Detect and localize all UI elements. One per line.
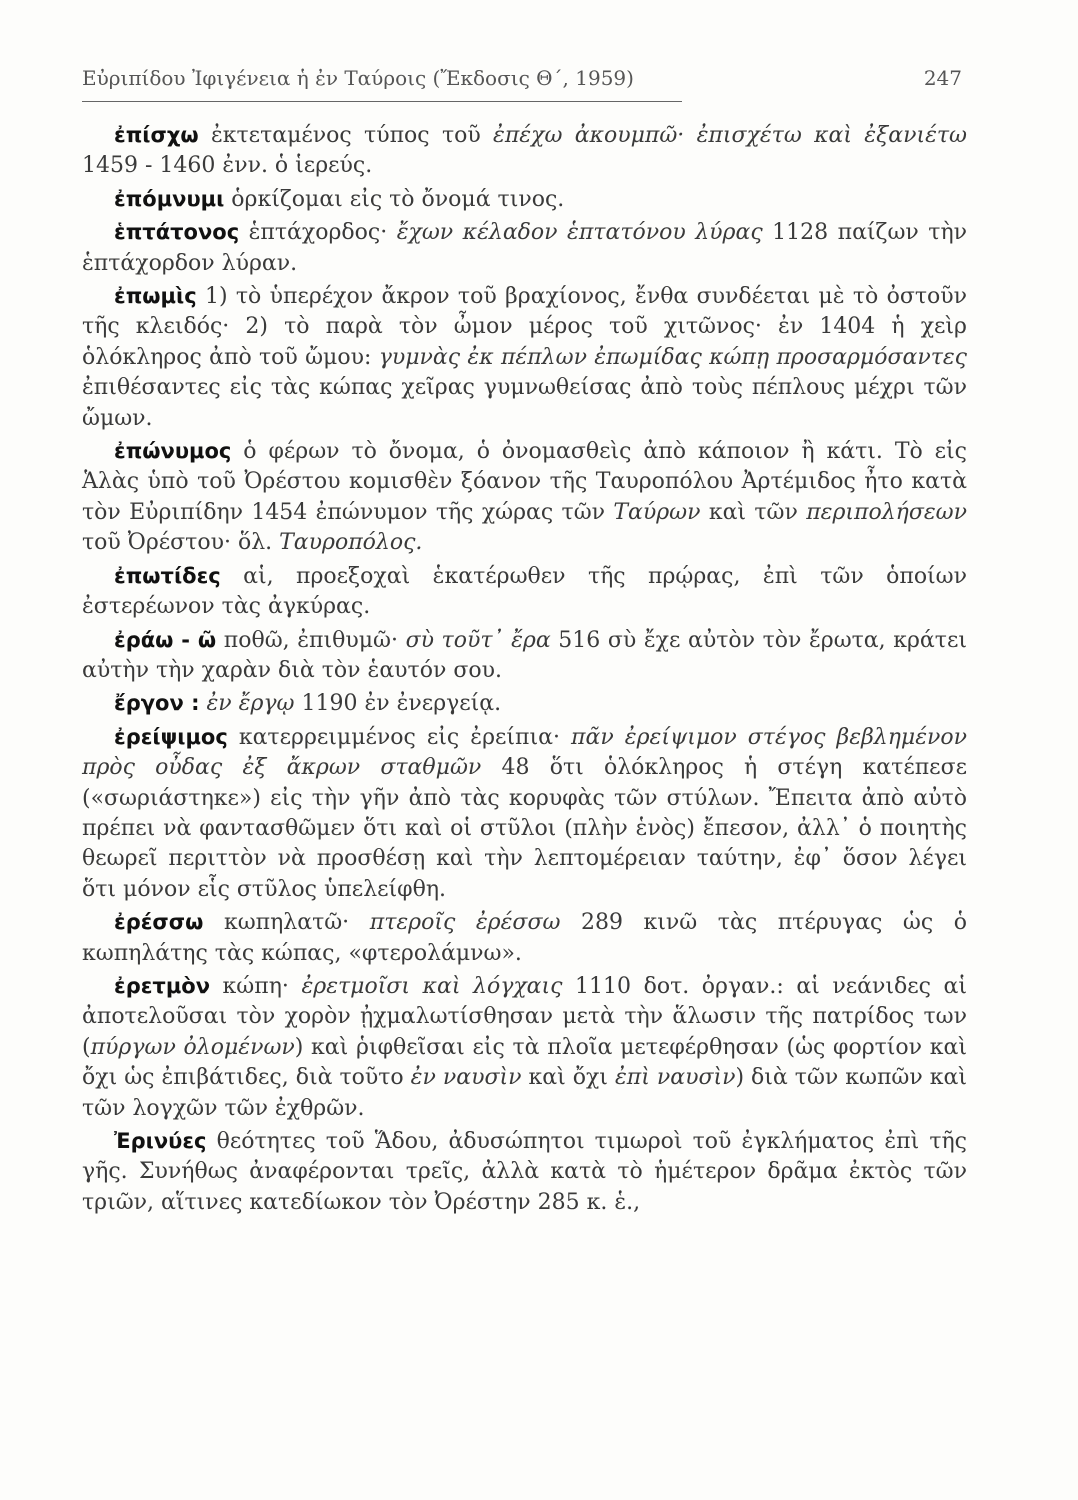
definition-text: ) διὰ τῶν κωπῶν καὶ τῶν λογχῶν τῶν ἐχθρῶν. — [82, 1065, 967, 1121]
definition-text: 1) τὸ ὑπερέχον ἄκρον τοῦ βραχίονος, ἔνθα συνδέεται μὲ τὸ ὀστοῦν τῆς κλειδός· 2) τὸ παρὰ τὸν ὦμον μέρος τοῦ χιτῶνος· ἐν 1404 ἡ χεὶρ ὁλόκληρος ἀπὸ τοῦ ὤμου: — [82, 284, 967, 370]
quotation-text: ἐρετμοῖσι καὶ λόγχαις — [301, 973, 563, 999]
headword: ἐπίσχω — [114, 123, 199, 147]
definition-text: ἐκτεταμένος τύπος τοῦ — [198, 123, 494, 148]
definition-text: 516 σὺ ἔχε αὐτὸν τὸν ἔρωτα, κράτει αὐτὴν τὴν χαρὰν διὰ τὸν ἑαυτόν σου. — [82, 627, 967, 683]
running-title: Εὐριπίδου Ἰφιγένεια ἡ ἐν Ταύροις (Ἔκδοσις Θ΄, 1959) — [82, 66, 634, 90]
quotation-text: πᾶν ἐρείψιμον στέγος βεβλημένον πρὸς οὖδας ἐξ ἄκρων σταθμῶν — [82, 724, 968, 781]
dictionary-entries — [82, 120, 967, 1220]
definition-text: κωπηλατῶ· — [203, 910, 370, 936]
quotation-text: ἐν ἔργῳ — [206, 691, 295, 717]
headword: ἐράω - ῶ — [114, 627, 217, 652]
headword: ἐρετμὸν — [114, 973, 210, 998]
quotation-text: ἔχων κέλαδον ἑπτατόνου λύρας — [396, 220, 763, 246]
definition-text: ) καὶ ῥιφθεῖσαι εἰς τὰ πλοῖα μετεφέρθησαν (ὡς φορτίον καὶ ὄχι ὡς ἐπιβάτιδες, διὰ τοῦτο — [82, 1034, 967, 1091]
headword: ἐπόμνυμι — [114, 186, 225, 211]
dictionary-entry — [82, 722, 967, 905]
definition-text: 289 κινῶ τὰς πτέρυγας ὡς ὁ κωπηλάτης τὰς κώπας, «φτερολάμνω». — [82, 910, 968, 966]
definition-text: ἑπτάχορδος· — [239, 220, 397, 246]
quotation-text: πτεροῖς ἐρέσσω — [369, 910, 561, 936]
definition-text: 1190 ἐν ἐνεργείᾳ. — [294, 691, 502, 717]
headword: ἑπτάτονος — [114, 220, 240, 245]
dictionary-entry — [82, 436, 967, 559]
definition-text: 1110 δοτ. ὀργαν.: αἱ νεάνιδες αἱ ἀποτελοῦσαι τὸν χορὸν ᾐχμαλωτίσθησαν μετὰ τὴν ἅλωσιν τῆς πατρίδος των ( — [82, 973, 967, 1060]
headword: ἐπώνυμος — [114, 439, 232, 464]
definition-text: καὶ ὄχι — [521, 1065, 615, 1091]
dictionary-entry — [82, 688, 967, 719]
definition-text: 1459 - 1460 ἐνν. ὁ ἱερεύς. — [82, 153, 373, 179]
dictionary-entry — [82, 281, 967, 434]
definition-text: κατερρειμμένος εἰς ἐρείπια· — [227, 724, 572, 750]
definition-text: ἐπιθέσαντες εἰς τὰς κώπας χεῖρας γυμνωθείσας ἀπὸ τοὺς πέπλους μέχρι τῶν ὤμων. — [82, 375, 967, 431]
dictionary-entry — [82, 217, 967, 279]
page-number: 247 — [923, 66, 962, 90]
definition-text: 48 ὅτι ὁλόκληρος ἡ στέγη κατέπεσε («σωριάστηκε») εἰς τὴν γῆν ἀπὸ τὰς κορυφὰς τῶν στύλων. Ἔπειτα ἀπὸ αὐτὸ πρέπει νὰ φαντασθῶμεν ὅτι καὶ οἱ στῦλοι (πλὴν ἑνὸς) ἔπεσον, ἀλλ᾽ ὁ ποιητὴς θεωρεῖ περιττὸν νὰ προσθέσῃ καὶ τὴν λεπτομέρειαν ταύτην, ἐφ᾽ ὅσον λέγει ὅτι μόνον εἷς στῦλος ὑπελείφθη. — [82, 755, 967, 902]
headword: ἐπωμὶς — [114, 284, 197, 309]
headword: ἐρείψιμος — [114, 724, 228, 749]
definition-text: 1128 παίζων τὴν ἑπτάχορδον λύραν. — [82, 220, 967, 276]
definition-text: ὁρκίζομαι εἰς τὸ ὄνομά τινος. — [224, 186, 565, 212]
headword: ἔργον : — [114, 691, 200, 716]
dictionary-entry — [82, 907, 967, 969]
header-rule — [82, 101, 682, 102]
definition-text: κώπη· — [210, 973, 302, 999]
definition-text: καὶ τῶν — [700, 499, 807, 525]
definition-text: θεότητες τοῦ Ἅδου, ἀδυσώπητοι τιμωροὶ τοῦ ἐγκλήματος ἐπὶ τῆς γῆς. Συνήθως ἀναφέρονται τρεῖς, ἀλλὰ κατὰ τὸ ἡμέτερον δρᾶμα ἐκτὸς τῶν τριῶν, αἵτινες κατεδίωκον τὸν Ὀρέστην 285 κ. ἑ., — [82, 1129, 967, 1215]
quotation-text: Ταυροπόλος. — [279, 530, 423, 556]
quotation-text: ἐπέχω ἀκουμπῶ· ἐπισχέτω καὶ ἐξανιέτω — [493, 123, 967, 148]
dictionary-entry — [82, 1126, 967, 1218]
definition-text: τοῦ Ὀρέστου· ὅλ. — [82, 530, 280, 556]
quotation-text: ἐν ναυσὶν — [410, 1065, 522, 1091]
quotation-text: πύργων ὀλομένων — [90, 1034, 295, 1060]
dictionary-entry — [82, 120, 967, 182]
headword: Ἐρινύες — [114, 1129, 207, 1153]
quotation-text: περιπολήσεων — [806, 499, 967, 525]
definition-text: ὁ φέρων τὸ ὄνομα, ὁ ὀνομασθεὶς ἀπὸ κάποιον ἢ κάτι. Τὸ εἰς Ἁλὰς ὑπὸ τοῦ Ὀρέστου κομισθὲν ξόανον τῆς Ταυροπόλου Ἀρτέμιδος ἦτο κατὰ τὸν Εὐριπίδην 1454 ἐπώνυμον τῆς χώρας τῶν — [82, 439, 967, 525]
running-head — [82, 66, 962, 90]
quotation-text: ἐπὶ ναυσὶν — [614, 1065, 736, 1091]
definition-text: αἱ, προεξοχαὶ ἑκατέρωθεν τῆς πρῴρας, ἐπὶ τῶν ὁποίων ἐστερέωνον τὰς ἀγκύρας. — [82, 563, 967, 620]
definition-text: ποθῶ, ἐπιθυμῶ· — [216, 627, 406, 653]
dictionary-entry — [82, 971, 967, 1124]
headword: ἐρέσσω — [114, 910, 204, 935]
dictionary-entry — [82, 184, 967, 215]
headword: ἐπωτίδες — [114, 563, 221, 588]
quotation-text: σὺ τοῦτ᾽ ἔρα — [405, 627, 551, 653]
dictionary-entry — [82, 561, 967, 623]
quotation-text: Ταύρων — [613, 499, 701, 525]
dictionary-entry — [82, 625, 967, 687]
quotation-text: γυμνὰς ἐκ πέπλων ἐπωμίδας κώπῃ προσαρμόσαντες — [378, 344, 967, 370]
